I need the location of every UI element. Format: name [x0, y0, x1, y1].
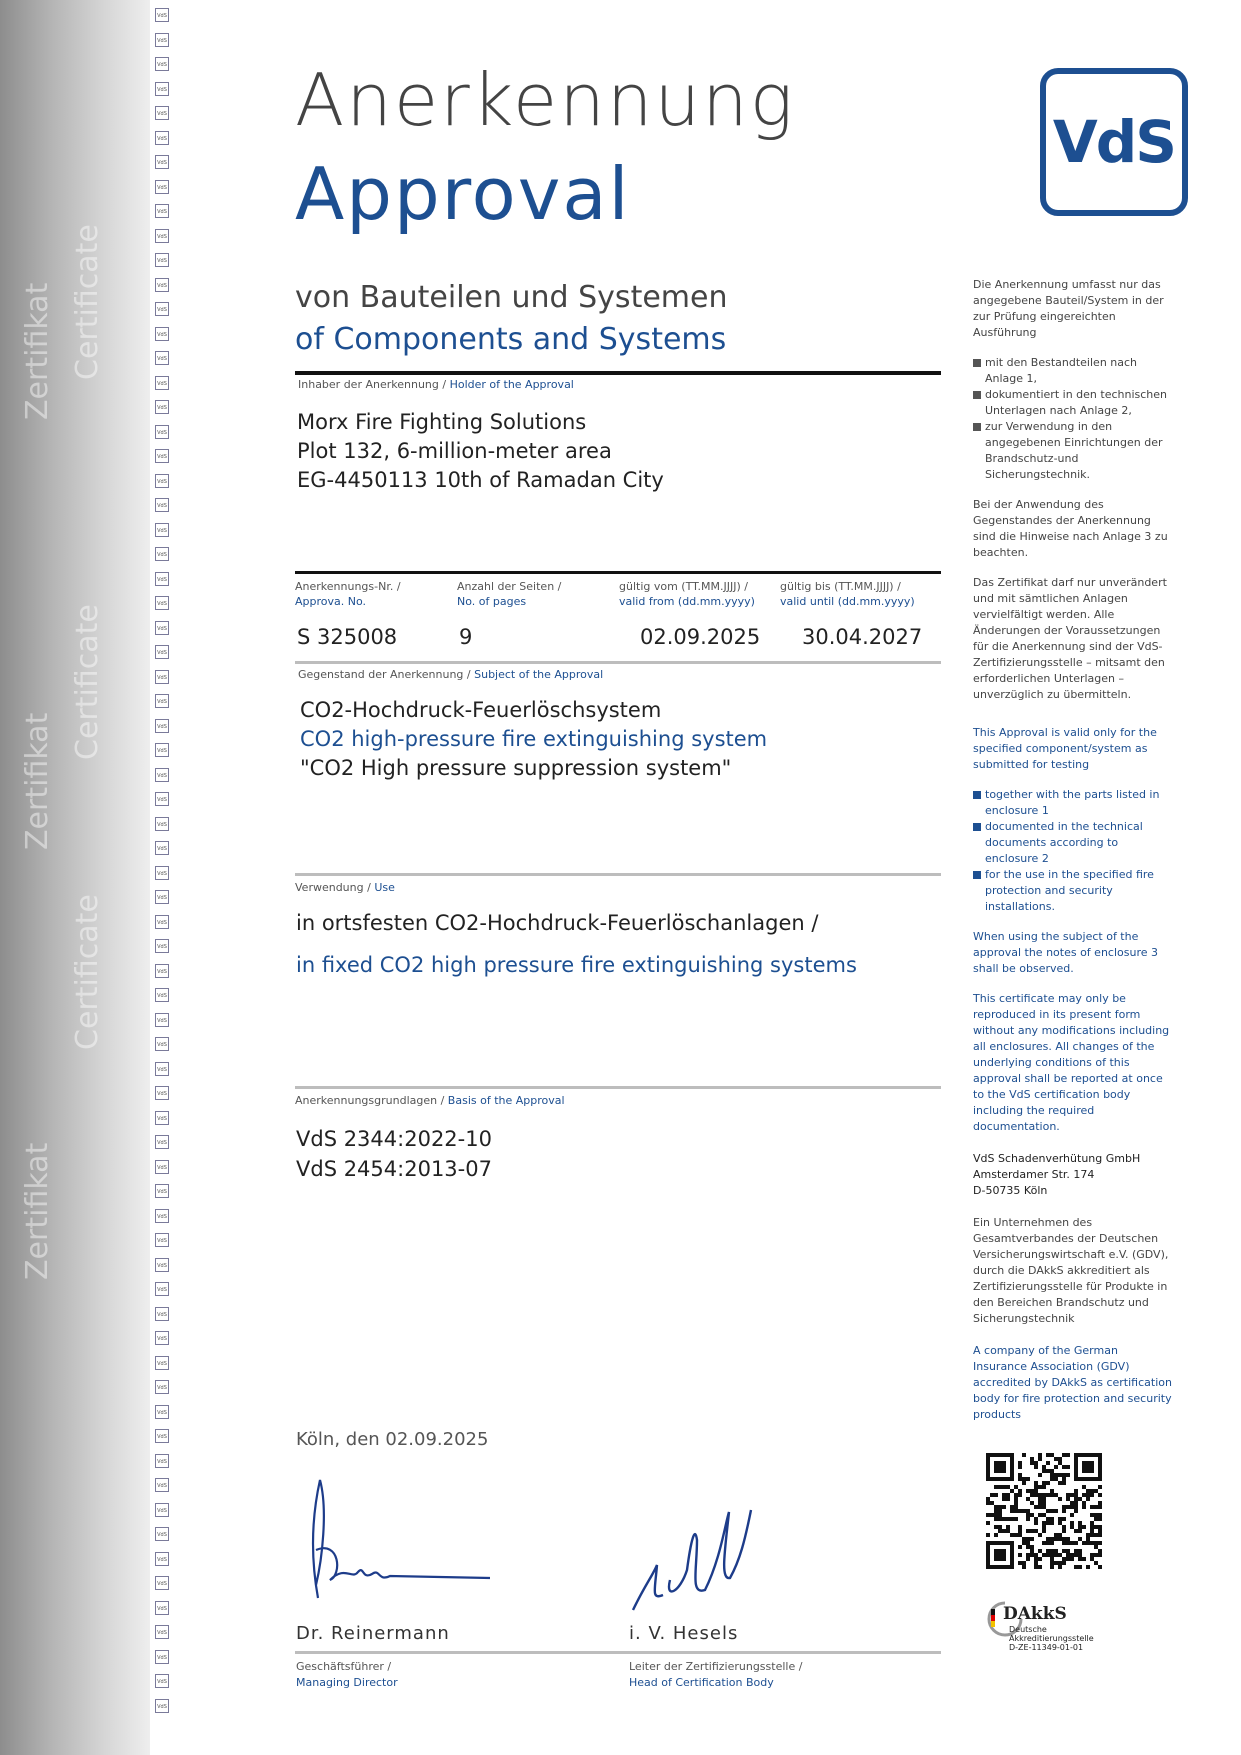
- stamp-mark: VdS: [155, 792, 169, 806]
- watermark-text: Certificate: [70, 894, 105, 1050]
- stamp-mark: VdS: [155, 57, 169, 71]
- title-english: Approval: [295, 152, 631, 236]
- stamp-mark: VdS: [155, 1307, 169, 1321]
- sidebar-note: Bei der Anwendung des Gegenstandes der Anerkennung sind die Hinweise nach Anlage 3 zu beachten.: [973, 498, 1168, 559]
- stamp-column: [155, 8, 175, 1748]
- sidebar-intro: Die Anerkennung umfasst nur das angegebene Bauteil/System in der zur Prüfung eingereichten Ausführung: [973, 278, 1164, 339]
- divider: [295, 661, 941, 664]
- sidebar-note: When using the subject of the approval the notes of enclosure 3 shall be observed.: [973, 930, 1158, 975]
- pages-label: Anzahl der Seiten / No. of pages: [457, 580, 562, 608]
- stamp-mark: VdS: [155, 743, 169, 757]
- signer-right-name: i. V. Hesels: [629, 1623, 739, 1644]
- stamp-mark: VdS: [155, 400, 169, 414]
- stamp-mark: VdS: [155, 719, 169, 733]
- stamp-mark: VdS: [155, 1037, 169, 1051]
- stamp-mark: VdS: [155, 572, 169, 586]
- stamp-mark: VdS: [155, 1258, 169, 1272]
- decorative-band: [0, 0, 150, 1755]
- sidebar-english: [973, 725, 1173, 1149]
- page-count: 9: [459, 625, 473, 649]
- sidebar-company-english: A company of the German Insurance Association (GDV) accredited by DAkkS as certification body for fire protection and security products: [973, 1344, 1172, 1421]
- subtitle-german: von Bauteilen und Systemen: [295, 280, 728, 315]
- basis-standard: VdS 2454:2013-07: [296, 1157, 492, 1181]
- use-german: in ortsfesten CO2-Hochdruck-Feuerlöschanlagen /: [296, 911, 819, 935]
- sidebar-list-item: for the use in the specified fire protection and security installations.: [973, 867, 1173, 915]
- stamp-mark: VdS: [155, 1062, 169, 1076]
- stamp-mark: VdS: [155, 817, 169, 831]
- stamp-mark: VdS: [155, 253, 169, 267]
- stamp-mark: VdS: [155, 1650, 169, 1664]
- stamp-mark: VdS: [155, 1184, 169, 1198]
- divider: [295, 371, 941, 375]
- sidebar-list-item: zur Verwendung in den angegebenen Einrichtungen der Brandschutz-und Sicherungstechnik.: [973, 419, 1173, 483]
- sidebar-list: [973, 787, 1173, 915]
- subject-label: Gegenstand der Anerkennung / Subject of the Approval: [298, 668, 604, 681]
- holder-street: Plot 132, 6-million-meter area: [297, 439, 612, 463]
- stamp-mark: VdS: [155, 841, 169, 855]
- stamp-mark: VdS: [155, 1282, 169, 1296]
- use-label: Verwendung / Use: [295, 881, 395, 894]
- signer-right-role: Leiter der Zertifizierungsstelle / Head of Certification Body: [629, 1660, 803, 1689]
- stamp-mark: VdS: [155, 302, 169, 316]
- sidebar-note: This certificate may only be reproduced in its present form without any modifications including all enclosures. All changes of the underlying conditions of this approval shall be reported at once to the VdS certification body including the required documentation.: [973, 992, 1170, 1133]
- sidebar-intro: This Approval is valid only for the specified component/system as submitted for testing: [973, 726, 1157, 771]
- address-line: Amsterdamer Str. 174: [973, 1168, 1095, 1181]
- stamp-mark: VdS: [155, 694, 169, 708]
- stamp-mark: VdS: [155, 229, 169, 243]
- signature-left: [300, 1470, 500, 1605]
- stamp-mark: VdS: [155, 498, 169, 512]
- stamp-mark: VdS: [155, 474, 169, 488]
- valid-until-label: gültig bis (TT.MM.JJJJ) / valid until (dd.mm.yyyy): [780, 580, 915, 608]
- title-german: Anerkennung: [295, 58, 795, 142]
- address-line: D-50735 Köln: [973, 1184, 1048, 1197]
- stamp-mark: VdS: [155, 645, 169, 659]
- stamp-mark: VdS: [155, 670, 169, 684]
- stamp-mark: VdS: [155, 327, 169, 341]
- dakks-name: DAkkS: [1003, 1604, 1067, 1624]
- sidebar-list-item: dokumentiert in den technischen Unterlagen nach Anlage 2,: [973, 387, 1173, 419]
- holder-city: EG-4450113 10th of Ramadan City: [297, 468, 664, 492]
- stamp-mark: VdS: [155, 449, 169, 463]
- sidebar-list-item: documented in the technical documents according to enclosure 2: [973, 819, 1173, 867]
- watermark-text: Zertifikat: [20, 1142, 55, 1280]
- stamp-mark: VdS: [155, 1429, 169, 1443]
- stamp-mark: VdS: [155, 376, 169, 390]
- stamp-mark: VdS: [155, 278, 169, 292]
- stamp-mark: VdS: [155, 866, 169, 880]
- approval-no-label: Anerkennungs-Nr. / Approva. No.: [295, 580, 401, 608]
- stamp-mark: VdS: [155, 155, 169, 169]
- signer-left-role: Geschäftsführer / Managing Director: [296, 1660, 398, 1689]
- sidebar-list: [973, 355, 1173, 483]
- stamp-mark: VdS: [155, 1013, 169, 1027]
- stamp-mark: VdS: [155, 1380, 169, 1394]
- stamp-mark: VdS: [155, 1111, 169, 1125]
- stamp-mark: VdS: [155, 1160, 169, 1174]
- vds-address: [973, 1151, 1173, 1199]
- divider: [295, 1086, 941, 1089]
- holder-label: Inhaber der Anerkennung / Holder of the Approval: [298, 378, 574, 391]
- sidebar-german: [973, 277, 1173, 717]
- divider: [295, 571, 941, 574]
- use-english: in fixed CO2 high pressure fire extinguishing systems: [296, 953, 857, 977]
- valid-until-date: 30.04.2027: [802, 625, 923, 649]
- stamp-mark: VdS: [155, 1699, 169, 1713]
- stamp-mark: VdS: [155, 1674, 169, 1688]
- vds-logo: VdS: [1040, 68, 1188, 216]
- stamp-mark: VdS: [155, 1527, 169, 1541]
- sidebar-list-item: mit den Bestandteilen nach Anlage 1,: [973, 355, 1173, 387]
- stamp-mark: VdS: [155, 890, 169, 904]
- stamp-mark: VdS: [155, 988, 169, 1002]
- stamp-mark: VdS: [155, 180, 169, 194]
- holder-address: [297, 408, 664, 495]
- stamp-mark: VdS: [155, 1576, 169, 1590]
- divider: [295, 1651, 941, 1654]
- stamp-mark: VdS: [155, 1454, 169, 1468]
- stamp-mark: VdS: [155, 1233, 169, 1247]
- divider: [295, 873, 941, 876]
- qr-code: [986, 1453, 1102, 1569]
- stamp-mark: VdS: [155, 1601, 169, 1615]
- sidebar-company-german: Ein Unternehmen des Gesamtverbandes der Deutschen Versicherungswirtschaft e.V. (GDV), durch die DAkkS akkreditiert als Zertifizierungsstelle für Produkte in den Bereichen Brandschutz und Sicherungstechnik: [973, 1216, 1169, 1325]
- holder-name: Morx Fire Fighting Solutions: [297, 410, 587, 434]
- stamp-mark: VdS: [155, 1209, 169, 1223]
- stamp-mark: VdS: [155, 621, 169, 635]
- dakks-text: Deutsche Akkreditierungsstelle D-ZE-11349-01-01: [1009, 1625, 1094, 1652]
- subject-german: CO2-Hochdruck-Feuerlöschsystem: [300, 698, 662, 722]
- subject-product-name: "CO2 High pressure suppression system": [300, 756, 732, 780]
- stamp-mark: VdS: [155, 1356, 169, 1370]
- stamp-mark: VdS: [155, 964, 169, 978]
- stamp-mark: VdS: [155, 915, 169, 929]
- subject-english: CO2 high-pressure fire extinguishing system: [300, 727, 768, 751]
- stamp-mark: VdS: [155, 204, 169, 218]
- basis-standard: VdS 2344:2022-10: [296, 1127, 492, 1151]
- valid-from-date: 02.09.2025: [640, 625, 761, 649]
- stamp-mark: VdS: [155, 1552, 169, 1566]
- stamp-mark: VdS: [155, 1086, 169, 1100]
- stamp-mark: VdS: [155, 547, 169, 561]
- stamp-mark: VdS: [155, 1405, 169, 1419]
- stamp-mark: VdS: [155, 596, 169, 610]
- stamp-mark: VdS: [155, 1625, 169, 1639]
- sidebar-list-item: together with the parts listed in enclosure 1: [973, 787, 1173, 819]
- subtitle-english: of Components and Systems: [295, 322, 727, 357]
- stamp-mark: VdS: [155, 1503, 169, 1517]
- stamp-mark: VdS: [155, 1331, 169, 1345]
- stamp-mark: VdS: [155, 1478, 169, 1492]
- stamp-mark: VdS: [155, 82, 169, 96]
- stamp-mark: VdS: [155, 106, 169, 120]
- stamp-mark: VdS: [155, 131, 169, 145]
- stamp-mark: VdS: [155, 351, 169, 365]
- stamp-mark: VdS: [155, 939, 169, 953]
- valid-from-label: gültig vom (TT.MM.JJJJ) / valid from (dd.mm.yyyy): [619, 580, 755, 608]
- watermark-text: Certificate: [70, 604, 105, 760]
- dakks-logo: [985, 1595, 1135, 1655]
- stamp-mark: VdS: [155, 8, 169, 22]
- address-line: VdS Schadenverhütung GmbH: [973, 1152, 1141, 1165]
- stamp-mark: VdS: [155, 425, 169, 439]
- watermark-text: Certificate: [70, 224, 105, 380]
- basis-label: Anerkennungsgrundlagen / Basis of the Approval: [295, 1094, 565, 1107]
- stamp-mark: VdS: [155, 523, 169, 537]
- watermark-text: Zertifikat: [20, 712, 55, 850]
- signer-left-name: Dr. Reinermann: [296, 1623, 450, 1644]
- stamp-mark: VdS: [155, 1135, 169, 1149]
- approval-number: S 325008: [297, 625, 398, 649]
- basis-standards: [296, 1124, 492, 1184]
- signature-right: [625, 1500, 775, 1615]
- stamp-mark: VdS: [155, 33, 169, 47]
- sidebar-note: Das Zertifikat darf nur unverändert und mit sämtlichen Anlagen vervielfältigt werden. Alle Änderungen der Voraussetzungen für die Anerkennung sind der VdS-Zertifizierungsstelle – mitsamt den erforderlichen Unterlagen – unverzüglich zu übermitteln.: [973, 576, 1167, 701]
- place-date: Köln, den 02.09.2025: [296, 1429, 489, 1450]
- stamp-mark: VdS: [155, 768, 169, 782]
- watermark-text: Zertifikat: [20, 282, 55, 420]
